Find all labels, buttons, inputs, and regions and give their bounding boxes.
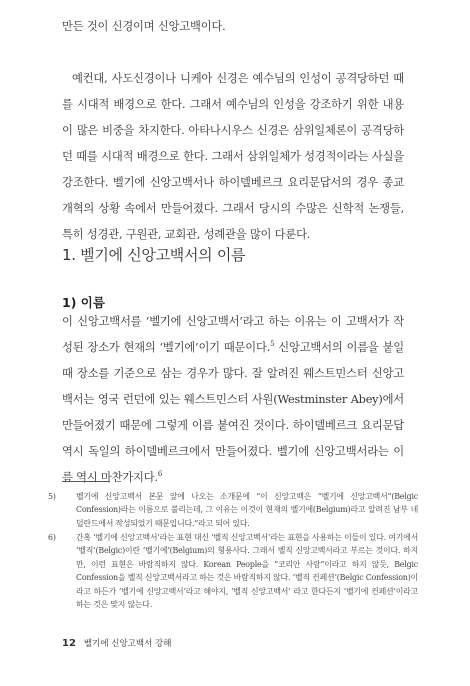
footnote-number: 6) [48,533,56,542]
page-footer [62,637,171,649]
footnote-6 [48,531,418,611]
sub-section-title: 1) 이름 [62,295,105,310]
intro-line: 만든 것이 신경이며 신앙고백이다. [62,20,226,33]
intro-paragraph: 예컨대, 사도신경이나 니케아 신경은 예수님의 인성이 공격당하던 때를 시대적 배경으로 한다. 그래서 예수님의 인성을 강조하기 위한 내용이 많은 비중을 차지한다. 아타나시우스 신경은 삼위일체론이 공격당하던 때를 시대적 배경으로 한다. 그래서 삼위일체가 성경적이라는 사실을 강조한다. 벨기에 신앙고백서나 하이델베르크 요리문답서의 경우 종교개혁의 상황 속에서 만들어졌다. 그래서 당시의 수많은 신학적 논쟁들, 특히 성경관, 구원관, 교회관, 성례관을 많이 다룬다. [62,72,404,241]
section-title: 1. 벨기에 신앙고백서의 이름 [62,246,246,264]
footnote-text: 벨기에 신앙고백서 본문 앞에 나오는 소개문에 “이 신앙고백은 “벨기에 신앙고백서”(Belgic Confession)라는 이름으로 불리는데, 그 이유는 이것이 현재의 벨기에(Belgium)라고 알려진 남부 네덜란드에서 작성되었기 때문입니다.”라고 되어 있다. [76,492,418,528]
name-paragraph: 이 신앙고백서를 ‘벨기에 신앙고백서’라고 하는 이유는 이 고백서가 작성된 장소가 현재의 ‘벨기에’이기 때문이다.$^5$ 신앙고백서의 이름을 붙일 때 장소를 기준으로 삼는 경우가 많다. 잘 알려진 웨스트민스터 신앙고백서는 영국 런던에 있는 웨스트민스터 사원(Westminster Abey)에서 만들어졌기 때문에 그렇게 이름 붙여진 것이다. 하이델베르크 요리문답 역시 독일의 하이델베르크에서 만들어졌다. 벨기에 신앙고백서라는 이름 역시 마찬가지다.$^6$ [62,315,404,484]
footnote-5 [48,490,418,530]
footnote-number: 5) [48,492,56,501]
running-title: 벨기에 신앙고백서 강해 [83,639,172,649]
footnote-ref-5[interactable]: 5 [270,340,275,349]
footnote-text: 간혹 ‘벨기에 신앙고백서’라는 표현 대신 ‘벨직 신앙고백서’라는 표현을 사용하는 이들이 있다. 여기에서 ‘벨직’(Belgic)이란 ‘벨기에’(Belgium)의 형용사다. 그래서 벨직 신앙고백서라고 부르는 것이다. 하지만, 이런 표현은 바람직하지 않다. Korean People을 “코리안 사람”이라고 하지 않듯, Belgic Confession을 벨직 신앙고백서라고 하는 것은 바람직하지 않다. ‘벨직 컨페션’(Belgic Confession)이라고 하든가 ‘벨기에 신앙고백서’라고 해야지, ‘벨직 신앙고백서’ 라고 한다든지 ‘벨기에 컨페션’이라고 하는 것은 맞지 않는다. [76,533,418,610]
page-number: 12 [62,638,76,649]
footnote-divider [62,481,110,482]
footnote-ref-6[interactable]: 6 [157,470,163,479]
